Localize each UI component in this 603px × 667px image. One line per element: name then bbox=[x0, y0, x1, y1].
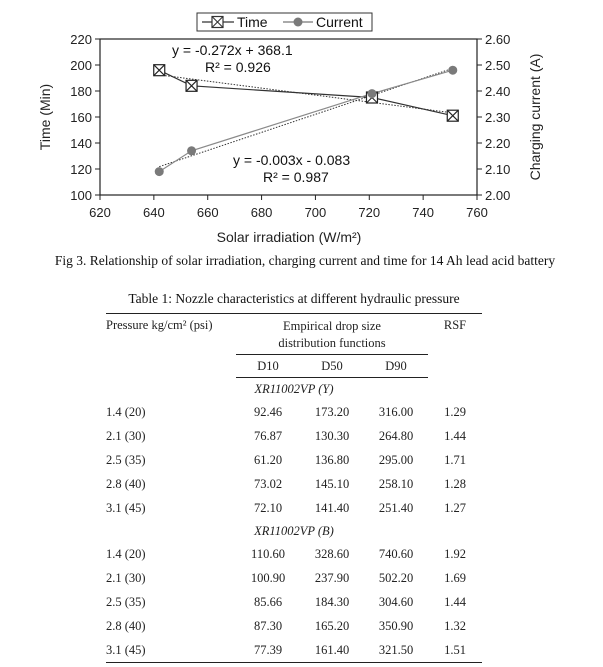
time-trend-r-squared: R² = 0.926 bbox=[205, 59, 271, 75]
legend-time-label: Time bbox=[237, 14, 268, 30]
x-tick-label: 720 bbox=[358, 205, 381, 220]
table-row bbox=[106, 448, 482, 472]
cell-d10: 77.39 bbox=[236, 638, 300, 663]
dual-axis-chart bbox=[0, 0, 603, 252]
cell-d90: 502.20 bbox=[378, 570, 414, 585]
cell-d50: 130.30 bbox=[314, 428, 350, 443]
right-y-tick-label: 2.00 bbox=[485, 188, 511, 203]
table-row bbox=[106, 424, 482, 448]
right-y-tick-label: 2.10 bbox=[485, 162, 511, 177]
x-axis-label: Solar irradiation (W/m²) bbox=[216, 229, 362, 245]
table-row bbox=[106, 590, 482, 614]
cell-d90: 316.00 bbox=[378, 404, 414, 419]
x-tick-label: 680 bbox=[250, 205, 273, 220]
cell-d50: 136.80 bbox=[314, 452, 350, 467]
cell-d90: 251.40 bbox=[378, 500, 414, 515]
subheader-d10: D10 bbox=[236, 355, 300, 378]
cell-d50: 141.40 bbox=[314, 500, 350, 515]
current-trend-r-squared: R² = 0.987 bbox=[263, 169, 329, 185]
cell-d50: 173.20 bbox=[314, 404, 350, 419]
current-point bbox=[367, 89, 376, 98]
right-y-tick-label: 2.40 bbox=[485, 84, 511, 99]
table-row bbox=[106, 496, 482, 520]
x-tick-label: 760 bbox=[466, 205, 488, 220]
cell-d90: 295.00 bbox=[378, 452, 414, 467]
cell-pressure: 1.4 (20) bbox=[106, 546, 146, 561]
right-y-tick-label: 2.20 bbox=[485, 136, 511, 151]
x-tick-label: 640 bbox=[143, 205, 165, 220]
left-y-tick-label: 120 bbox=[70, 162, 92, 177]
cell-d90: 264.80 bbox=[378, 428, 414, 443]
group-label: XR11002VP (Y) bbox=[254, 381, 334, 396]
group-label: XR11002VP (B) bbox=[254, 523, 334, 538]
cell-pressure: 2.8 (40) bbox=[106, 476, 146, 491]
cell-d90: 321.50 bbox=[364, 638, 428, 663]
cell-d50: 184.30 bbox=[314, 594, 350, 609]
subheader-d50: D50 bbox=[300, 355, 364, 378]
legend-current-label: Current bbox=[316, 14, 363, 30]
left-y-tick-label: 100 bbox=[70, 188, 92, 203]
cell-rsf: 1.27 bbox=[444, 500, 466, 515]
table-row bbox=[106, 614, 482, 638]
x-tick-label: 700 bbox=[304, 205, 327, 220]
x-tick-label: 740 bbox=[412, 205, 434, 220]
left-y-tick-label: 180 bbox=[70, 84, 92, 99]
cell-pressure: 1.4 (20) bbox=[106, 404, 146, 419]
cell-rsf: 1.51 bbox=[428, 638, 482, 663]
cell-rsf: 1.69 bbox=[444, 570, 466, 585]
left-y-tick-label: 200 bbox=[70, 58, 92, 73]
table-title: Table 1: Nozzle characteristics at different hydraulic pressure bbox=[128, 291, 460, 306]
x-axis-ticks bbox=[89, 195, 488, 220]
right-y-tick-label: 2.50 bbox=[485, 58, 511, 73]
table-row bbox=[106, 400, 482, 424]
table-row bbox=[106, 542, 482, 566]
time-trendline bbox=[159, 75, 453, 113]
legend-time-marker bbox=[212, 17, 223, 28]
cell-d10: 72.10 bbox=[253, 500, 283, 515]
cell-d50: 237.90 bbox=[314, 570, 350, 585]
cell-d50: 145.10 bbox=[314, 476, 350, 491]
cell-rsf: 1.92 bbox=[444, 546, 466, 561]
cell-d90: 258.10 bbox=[378, 476, 414, 491]
cell-d10: 76.87 bbox=[253, 428, 283, 443]
cell-rsf: 1.29 bbox=[444, 404, 466, 419]
time-point bbox=[154, 65, 165, 76]
x-tick-label: 660 bbox=[196, 205, 219, 220]
right-y-tick-label: 2.30 bbox=[485, 110, 511, 125]
cell-d50: 165.20 bbox=[314, 618, 350, 633]
cell-pressure: 2.8 (40) bbox=[106, 618, 146, 633]
x-tick-label: 620 bbox=[89, 205, 111, 220]
cell-d10: 87.30 bbox=[253, 618, 283, 633]
cell-d10: 92.46 bbox=[253, 404, 283, 419]
cell-pressure: 3.1 (45) bbox=[106, 500, 146, 515]
time-series-line bbox=[159, 70, 453, 116]
header-rsf: RSF bbox=[428, 314, 482, 378]
left-y-axis-ticks bbox=[70, 32, 100, 203]
cell-pressure: 2.5 (35) bbox=[106, 594, 146, 609]
table-group-row bbox=[106, 520, 482, 542]
cell-d10: 100.90 bbox=[250, 570, 286, 585]
legend bbox=[197, 13, 372, 31]
cell-d90: 304.60 bbox=[378, 594, 414, 609]
left-y-tick-label: 140 bbox=[70, 136, 92, 151]
current-point bbox=[187, 146, 196, 155]
current-trend-equation: y = -0.003x - 0.083 bbox=[233, 152, 351, 168]
figure-caption: Fig 3. Relationship of solar irradiation, charging current and time for 14 Ah lead acid battery bbox=[54, 253, 556, 268]
header-empirical-line1: Empirical drop size bbox=[283, 319, 381, 333]
cell-rsf: 1.71 bbox=[444, 452, 466, 467]
time-point bbox=[447, 110, 458, 121]
cell-rsf: 1.44 bbox=[444, 428, 466, 443]
header-empirical bbox=[236, 314, 428, 356]
header-empirical-line2: distribution functions bbox=[278, 336, 386, 350]
table-row bbox=[106, 638, 482, 663]
cell-rsf: 1.32 bbox=[444, 618, 466, 633]
cell-d10: 85.66 bbox=[253, 594, 283, 609]
table-row bbox=[106, 566, 482, 590]
left-y-tick-label: 160 bbox=[70, 110, 92, 125]
cell-rsf: 1.28 bbox=[444, 476, 466, 491]
current-point bbox=[448, 66, 457, 75]
table-row bbox=[106, 472, 482, 496]
legend-current-marker bbox=[294, 18, 303, 27]
table-group-row bbox=[106, 378, 482, 401]
subheader-d90: D90 bbox=[364, 355, 428, 378]
right-y-tick-label: 2.60 bbox=[485, 32, 511, 47]
cell-d10: 110.60 bbox=[251, 546, 285, 561]
cell-pressure: 2.1 (30) bbox=[106, 428, 146, 443]
cell-rsf: 1.44 bbox=[444, 594, 466, 609]
time-trend-equation: y = -0.272x + 368.1 bbox=[172, 42, 293, 58]
time-point bbox=[186, 80, 197, 91]
left-y-axis-label: Time (Min) bbox=[37, 83, 53, 151]
cell-pressure: 3.1 (45) bbox=[106, 638, 236, 663]
table-header-row bbox=[106, 314, 482, 356]
left-y-tick-label: 220 bbox=[70, 32, 92, 47]
nozzle-table bbox=[106, 313, 482, 663]
cell-pressure: 2.1 (30) bbox=[106, 570, 146, 585]
header-pressure: Pressure kg/cm² (psi) bbox=[106, 314, 236, 378]
cell-d90: 740.60 bbox=[378, 546, 414, 561]
cell-d50: 161.40 bbox=[300, 638, 364, 663]
cell-pressure: 2.5 (35) bbox=[106, 452, 146, 467]
cell-d10: 73.02 bbox=[253, 476, 283, 491]
right-y-axis-label: Charging current (A) bbox=[527, 53, 543, 181]
right-y-axis-ticks bbox=[477, 32, 510, 203]
current-point bbox=[155, 167, 164, 176]
cell-d10: 61.20 bbox=[253, 452, 283, 467]
cell-d90: 350.90 bbox=[378, 618, 414, 633]
cell-d50: 328.60 bbox=[314, 546, 350, 561]
